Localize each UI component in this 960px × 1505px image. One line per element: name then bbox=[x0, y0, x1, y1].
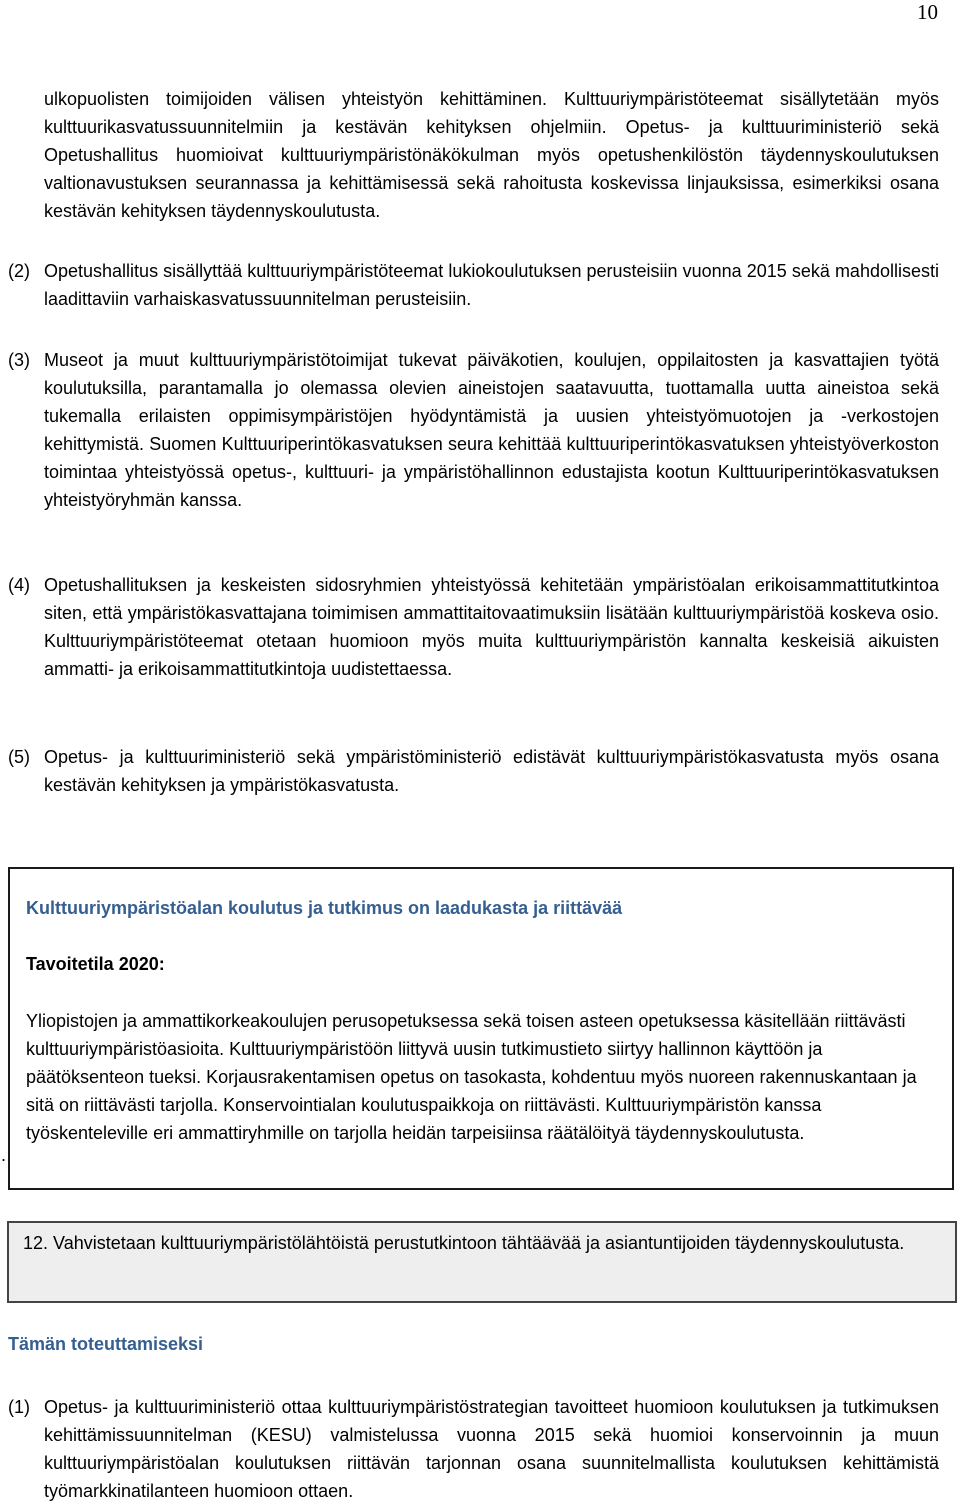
page-number: 10 bbox=[917, 0, 938, 24]
list-item bbox=[8, 257, 939, 313]
list-item-marker: (4) bbox=[8, 575, 30, 595]
list-item-text: Opetus- ja kulttuuriministeriö ottaa kulttuuriympäristöstrategian tavoitteet huomioon koulutuksen ja tutkimuksen kehittämissuunnitelman (KESU) valmistelussa vuonna 2015 sekä huomioi konservoinnin ja muun kulttuuriympäristöalan koulutuksen riittävän tarjonnan osana suunnitelmallista koulutuksen kehittämistä työmarkkinatilanteen huomioon ottaen. bbox=[44, 1397, 939, 1501]
goal-box-body: Yliopistojen ja ammattikorkeakoulujen perusopetuksessa sekä toisen asteen opetuksessa käsitellään riittävästi kulttuuriympäristöasioita. Kulttuuriympäristöön liittyvä uusin tutkimustieto siirtyy hallinnon käyttöön ja päätöksenteon tueksi. Korjausrakentamisen opetus on tasokasta, kohdentuu myös nuoreen rakennuskantaan ja sitä on riittävästi tarjolla. Konservointialan koulutuspaikkoja on riittävästi. Kulttuuriympäristön kanssa työskenteleville eri ammattiryhmille on tarjolla heidän tarpeisiinsa räätälöityä täydennyskoulutusta. bbox=[26, 1011, 917, 1143]
list-item bbox=[8, 743, 939, 799]
list-item-marker: (5) bbox=[8, 747, 30, 767]
goal-box-subheading: Tavoitetila 2020: bbox=[26, 954, 165, 974]
goal-box bbox=[8, 867, 954, 1190]
action-box-text: 12. Vahvistetaan kulttuuriympäristölähtöistä perustutkintoon tähtäävää ja asiantuntijoiden täydennyskoulutusta. bbox=[23, 1233, 905, 1253]
list-item bbox=[8, 571, 939, 683]
action-box bbox=[7, 1221, 957, 1303]
list-item-marker: (3) bbox=[8, 350, 30, 370]
intro-paragraph: ulkopuolisten toimijoiden välisen yhteistyön kehittäminen. Kulttuuriympäristöteemat sisällytetään myös kulttuurikasvatussuunnitelmiin ja kestävän kehityksen ohjelmiin. Opetus- ja kulttuuriministeriö sekä Opetushallitus huomioivat kulttuuriympäristönäkökulman myös opetushenkilöstön täydennyskoulutuksen valtionavustuksen seurannassa ja kehittämisessä sekä rahoitusta koskevissa linjauksissa, esimerkiksi osana kestävän kehityksen täydennyskoulutusta. bbox=[44, 89, 939, 221]
list-item-text: Opetushallitus sisällyttää kulttuuriympäristöteemat lukiokoulutuksen perusteisiin vuonna 2015 sekä mahdollisesti laadittaviin varhaiskasvatussuunnitelman perusteisiin. bbox=[44, 261, 939, 309]
stray-mark: . bbox=[1, 1145, 7, 1165]
list-item-text: Opetushallituksen ja keskeisten sidosryhmien yhteistyössä kehitetään ympäristöalan erikoisammattitutkintoa siten, että ympäristökasvattajana toimimisen ammattitaitovaatimuksiin lisätään kulttuuriympäristöä koskeva osio. Kulttuuriympäristöteemat otetaan huomioon myös muita kulttuuriympäristön kannalta keskeisiä aikuisten ammatti- ja erikoisammattitutkintoja uudistettaessa. bbox=[44, 575, 939, 679]
list-item-marker: (1) bbox=[8, 1397, 30, 1417]
list-item-marker: (2) bbox=[8, 261, 30, 281]
goal-box-heading: Kulttuuriympäristöalan koulutus ja tutkimus on laadukasta ja riittävää bbox=[26, 898, 623, 918]
list-item bbox=[8, 1393, 939, 1505]
list-item bbox=[8, 346, 939, 514]
list-item-text: Opetus- ja kulttuuriministeriö sekä ympäristöministeriö edistävät kulttuuriympäristökasvatusta myös osana kestävän kehityksen ja ympäristökasvatusta. bbox=[44, 747, 939, 795]
section-heading: Tämän toteuttamiseksi bbox=[8, 1334, 204, 1354]
list-item-text: Museot ja muut kulttuuriympäristötoimijat tukevat päiväkotien, koulujen, oppilaitosten ja kasvattajien työtä koulutuksilla, parantamalla jo olemassa olevien aineistojen saatavuutta, tuottamalla uutta aineistoa sekä tukemalla erilaisten oppimisympäristöjen hyödyntämistä ja uusien yhteistyömuotojen ja -verkostojen kehittymistä. Suomen Kulttuuriperintökasvatuksen seura kehittää kulttuuriperintökasvatuksen yhteistyöverkoston toimintaa yhteistyössä opetus-, kulttuuri- ja ympäristöhallinnon edustajista kootun Kulttuuriperintökasvatuksen yhteistyöryhmän kanssa. bbox=[44, 350, 939, 510]
